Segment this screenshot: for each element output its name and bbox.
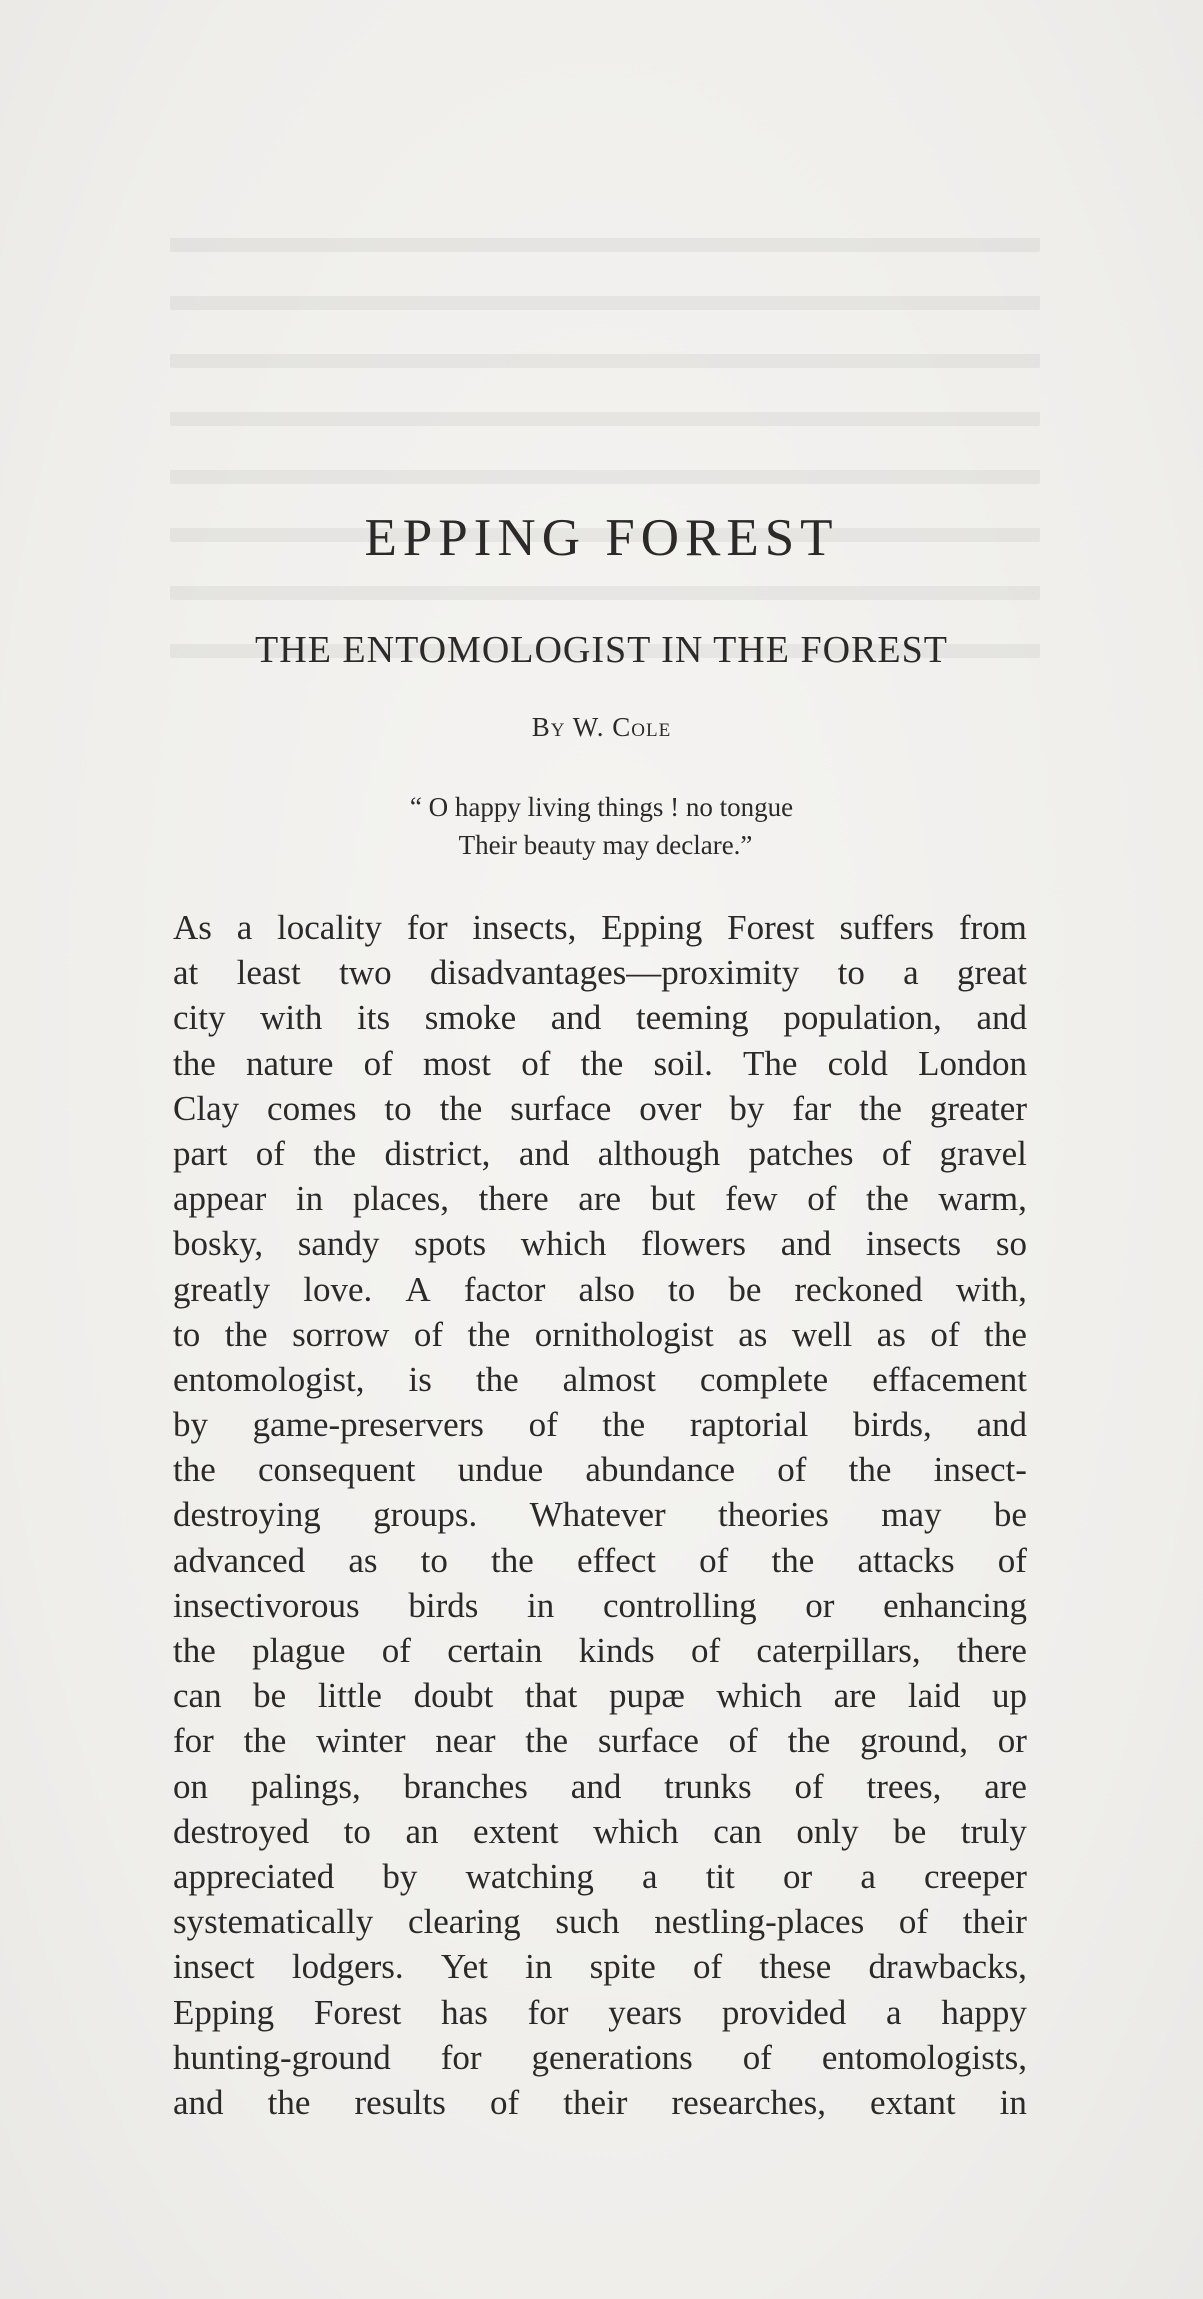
body-line: at least two disadvantages—proximity to a great [173, 953, 1027, 993]
body-line: insect lodgers. Yet in spite of these drawbacks, [173, 1947, 1027, 1987]
show-through-header [300, 112, 1040, 152]
show-through-text [170, 210, 1040, 674]
body-line: hunting-ground for generations of entomologists, [173, 2037, 1027, 2077]
body-line: can be little doubt that pupæ which are laid up [173, 1676, 1027, 1716]
body-line: the plague of certain kinds of caterpillars, there [173, 1631, 1027, 1670]
body-line: destroyed to an extent which can only be truly [173, 1811, 1027, 1851]
body-line: part of the district, and although patches of gravel [173, 1133, 1027, 1173]
body-line: bosky, sandy spots which flowers and insects so [173, 1224, 1027, 1264]
body-line: on palings, branches and trunks of trees, are [173, 1766, 1027, 1806]
body-line: entomologist, is the almost complete effacement [173, 1359, 1027, 1399]
epigraph-line: “ O happy living things ! no tongue [409, 792, 794, 822]
body-line: greatly love. A factor also to be reckoned with, [173, 1269, 1027, 1309]
author-byline: By W. Cole [531, 712, 672, 742]
body-line: appear in places, there are but few of the warm, [173, 1179, 1027, 1219]
body-line: Clay comes to the surface over by far the greater [173, 1088, 1027, 1128]
body-line: by game-preservers of the raptorial birds, and [173, 1405, 1027, 1445]
body-line: city with its smoke and teeming population, and [173, 998, 1027, 1038]
epigraph-line: Their beauty may declare.” [458, 830, 753, 860]
page-title: EPPING FOREST [364, 509, 839, 567]
body-line: insectivorous birds in controlling or enhancing [173, 1585, 1027, 1625]
body-line: destroying groups. Whatever theories may be [173, 1495, 1027, 1535]
epigraph [0, 788, 1203, 864]
body-line: to the sorrow of the ornithologist as well as of the [173, 1314, 1027, 1354]
body-paragraph [173, 905, 1027, 2125]
body-line: and the results of their researches, extant in [173, 2082, 1027, 2122]
body-line: As a locality for insects, Epping Forest suffers from [173, 908, 1027, 947]
chapter-subtitle: THE ENTOMOLOGIST IN THE FOREST [255, 629, 948, 671]
body-line: appreciated by watching a tit or a creeper [173, 1856, 1027, 1896]
body-line: the nature of most of the soil. The cold London [173, 1043, 1027, 1083]
body-line: for the winter near the surface of the ground, or [173, 1721, 1027, 1761]
body-line: Epping Forest has for years provided a happy [173, 1992, 1027, 2032]
body-line: advanced as to the effect of the attacks of [173, 1540, 1027, 1580]
body-line: the consequent undue abundance of the insect- [173, 1450, 1027, 1490]
body-line: systematically clearing such nestling-places of their [173, 1902, 1027, 1942]
